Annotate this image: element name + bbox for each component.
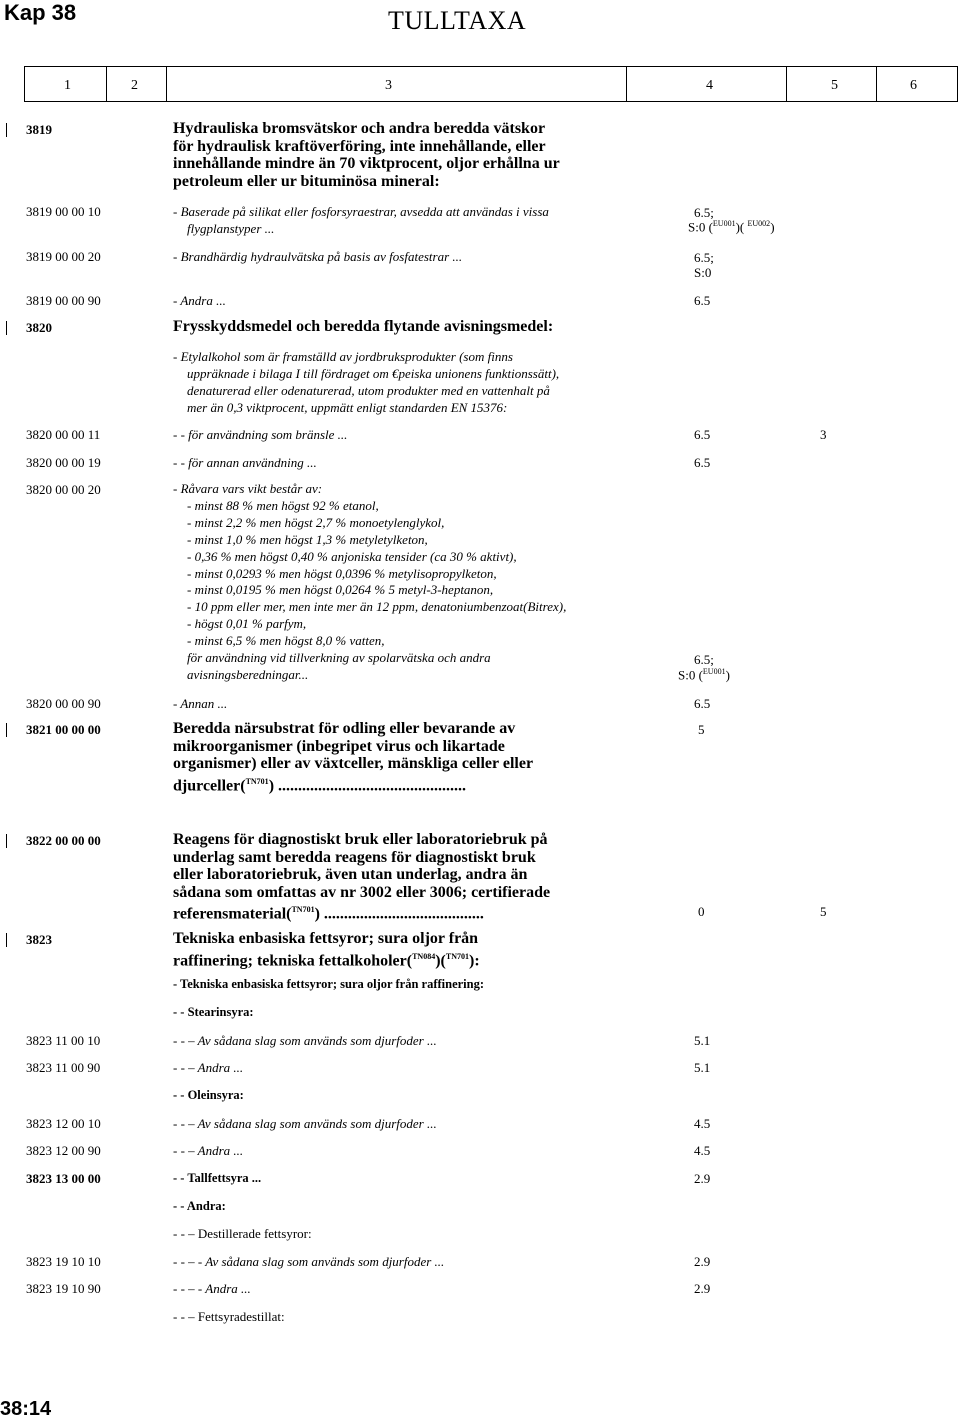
item-code: 3820 00 00 11 xyxy=(26,427,101,442)
item-description: - - för annan användning ... xyxy=(173,455,317,470)
item-code: 3823 19 10 90 xyxy=(26,1281,101,1296)
item-code: 3820 00 00 90 xyxy=(26,696,101,711)
subheading: - - – Fettsyradestillat: xyxy=(173,1309,285,1324)
item-description: - Baserade på silikat eller fosforsyraestrar, avsedda att användas i vissa flygplanstyper ... xyxy=(173,204,549,236)
item-description: - Andra ... xyxy=(173,293,226,308)
page-number: 38:14 xyxy=(0,1398,52,1420)
column-separator xyxy=(626,67,627,101)
item-description: - - – - Av sådana slag som används som djurfoder ... xyxy=(173,1254,445,1269)
column-number-1: 1 xyxy=(64,78,71,93)
subheading: - - Andra: xyxy=(173,1199,226,1213)
item-description: - - – - Andra ... xyxy=(173,1281,251,1296)
column-5-value: 3 xyxy=(820,427,827,442)
item-description: - Annan ... xyxy=(173,696,228,711)
item-code: 3823 11 00 90 xyxy=(26,1060,101,1075)
duty-rate-note: S:0 ($^{EU001}$) xyxy=(678,667,730,683)
duty-rate: 2.9 xyxy=(694,1281,711,1296)
column-number-5: 5 xyxy=(831,78,838,93)
subheading: - - – Destillerade fettsyror: xyxy=(173,1226,312,1241)
heading-code: 3820 xyxy=(26,320,52,335)
item-code: 3820 00 00 20 xyxy=(26,482,101,497)
item-code: 3823 12 00 90 xyxy=(26,1143,101,1158)
page-title: TULLTAXA xyxy=(388,6,527,35)
duty-rate: 6.5 xyxy=(694,293,711,308)
column-number-6: 6 xyxy=(910,78,917,93)
column-separator xyxy=(166,67,167,101)
heading-text: Reagens för diagnostiskt bruk eller laboratoriebruk på underlag samt beredda reagens för diagnostiskt bruk eller laboratoriebruk, även utan underlag, andra än sådana som omfattas av nr 3002 eller 3006; certifierade referensmaterial($^{TN701}$) ........................................ xyxy=(173,831,551,923)
duty-rate: 2.9 xyxy=(694,1254,711,1269)
change-marker xyxy=(6,834,7,848)
heading-text: Beredda närsubstrat för odling eller bevarande av mikroorganismer (inbegripet virus och likartade organismer) eller av växtceller, mänskliga celler eller djurceller($^{TN701}$) ............................................... xyxy=(173,720,534,795)
duty-rate: 6.5 xyxy=(694,427,711,442)
item-description: - - – Av sådana slag som används som djurfoder ... xyxy=(173,1116,437,1131)
column-number-3: 3 xyxy=(385,78,392,93)
heading-text: Frysskyddsmedel och beredda flytande avisningsmedel: xyxy=(173,318,554,335)
item-code: 3823 12 00 10 xyxy=(26,1116,101,1131)
item-code: 3823 13 00 00 xyxy=(26,1171,101,1186)
chapter-label: Kap 38 xyxy=(4,0,77,25)
duty-rate: 6.5; xyxy=(694,250,714,265)
column-header-bar xyxy=(24,66,958,102)
item-code: 3820 00 00 19 xyxy=(26,455,101,470)
duty-rate: 6.5 xyxy=(694,696,711,711)
duty-rate: 4.5 xyxy=(694,1143,711,1158)
item-description: - - – Andra ... xyxy=(173,1060,244,1075)
duty-rate: 6.5; xyxy=(694,652,714,667)
column-number-2: 2 xyxy=(131,78,138,93)
duty-rate: 6.5 xyxy=(694,455,711,470)
duty-rate-note: S:0 xyxy=(694,265,712,280)
column-separator xyxy=(876,67,877,101)
item-description: - Råvara vars vikt består av: - minst 88 % men högst 92 % etanol, - minst 2,2 % men högst 2,7 % monoetylenglykol, - minst 1,0 % men högst 1,3 % metyletylketon, - 0,36 % men högst 0,40 % anjoniska tensider (ca 30 % aktivt), - minst 0,0293 % men högst 0,0396 % metylisopropylketon, - minst 0,0195 % men högst 0,0264 % 5 metyl-3-heptanon, - 10 ppm eller mer, men inte mer än 12 ppm, denatoniumbenzoat(Bitrex), - högst 0,01 % parfym, - minst 6,5 % men högst 8,0 % vatten, för användning vid tillverkning av spolarvätska och andra avisningsberedningar... xyxy=(173,481,567,682)
item-code: 3823 11 00 10 xyxy=(26,1033,101,1048)
item-description: - Etylalkohol som är framställd av jordbruksprodukter (som finns uppräknade i bilaga I till fördraget om €peiska unionens funktionssätt), denaturerad eller odenaturerad, utom produkter med en vattenhalt på mer än 0,3 viktprocent, uppmätt enligt standarden EN 15376: xyxy=(173,349,560,415)
item-description: - - – Av sådana slag som används som djurfoder ... xyxy=(173,1033,437,1048)
item-description: - - Tallfettsyra ... xyxy=(173,1171,262,1185)
heading-code: 3819 xyxy=(26,122,52,137)
subheading: - - Stearinsyra: xyxy=(173,1005,254,1019)
column-5-value: 5 xyxy=(820,904,827,919)
item-code: 3819 00 00 10 xyxy=(26,204,101,219)
column-separator xyxy=(106,67,107,101)
duty-rate: 6.5; xyxy=(694,205,714,220)
duty-rate-note: S:0 ($^{EU001}$)( $^{EU002}$) xyxy=(688,219,775,235)
duty-rate: 5 xyxy=(698,722,705,737)
duty-rate: 5.1 xyxy=(694,1033,711,1048)
item-code: 3819 00 00 20 xyxy=(26,249,101,264)
column-number-4: 4 xyxy=(706,78,713,93)
change-marker xyxy=(6,123,7,137)
item-description: - - för användning som bränsle ... xyxy=(173,427,348,442)
item-code: 3819 00 00 90 xyxy=(26,293,101,308)
duty-rate: 5.1 xyxy=(694,1060,711,1075)
heading-text: Hydrauliska bromsvätskor och andra beredda vätskor för hydraulisk kraftöverföring, inte innehållande, eller innehållande mindre än 70 viktprocent, oljor erhållna ur petroleum eller ur bituminösa mineral: xyxy=(173,120,560,190)
change-marker xyxy=(6,321,7,335)
duty-rate: 4.5 xyxy=(694,1116,711,1131)
duty-rate: 0 xyxy=(698,904,705,919)
column-separator xyxy=(786,67,787,101)
heading-text: Tekniska enbasiska fettsyror; sura oljor från raffinering; tekniska fettalkoholer($^{TN084}$)($^{TN701}$): xyxy=(173,930,480,969)
heading-code: 3823 xyxy=(26,932,52,947)
duty-rate: 2.9 xyxy=(694,1171,711,1186)
change-marker xyxy=(6,933,7,947)
item-description: - Brandhärdig hydraulvätska på basis av fosfatestrar ... xyxy=(173,249,463,264)
item-description: - - – Andra ... xyxy=(173,1143,244,1158)
change-marker xyxy=(6,723,7,737)
heading-code: 3821 00 00 00 xyxy=(26,722,101,737)
subheading: - Tekniska enbasiska fettsyror; sura oljor från raffinering: xyxy=(173,977,484,991)
subheading: - - Oleinsyra: xyxy=(173,1088,244,1102)
item-code: 3823 19 10 10 xyxy=(26,1254,101,1269)
heading-code: 3822 00 00 00 xyxy=(26,833,101,848)
